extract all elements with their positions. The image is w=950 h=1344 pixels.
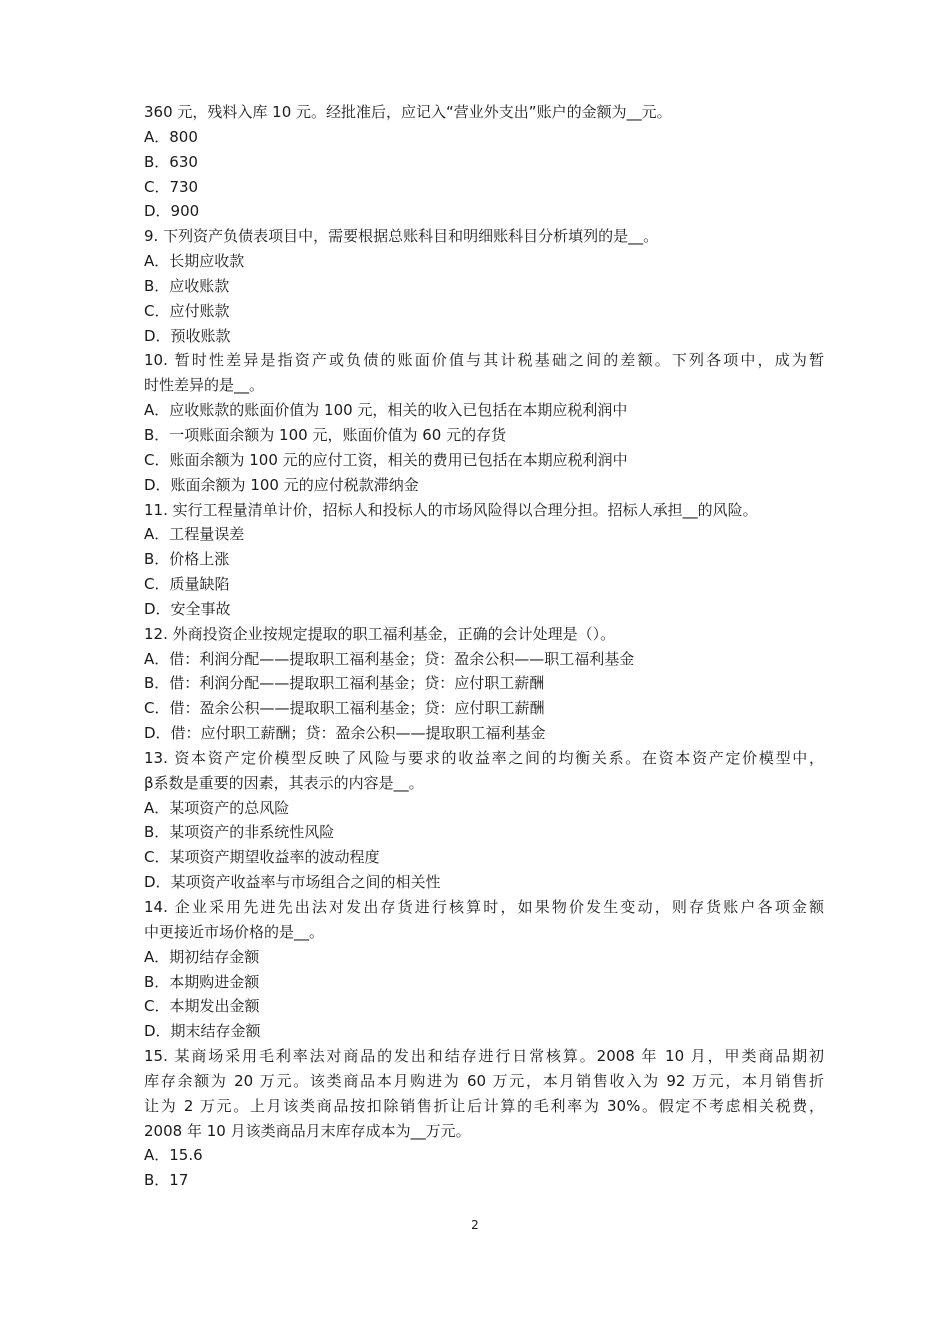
answer-option: D．900 bbox=[144, 202, 200, 221]
question-text: 让为 2 万元。上月该类商品按扣除销售折让后计算的毛利率为 30%。假定不考虑相关税费， bbox=[144, 1096, 824, 1115]
answer-option: C．账面余额为 100 元的应付工资，相关的费用已包括在本期应税利润中 bbox=[144, 450, 628, 469]
question-text: 中更接近市场价格的是__。 bbox=[144, 922, 325, 941]
question-text: 15. 某商场采用毛利率法对商品的发出和结存进行日常核算。2008 年 10 月，甲类商品期初 bbox=[144, 1047, 824, 1066]
page-content bbox=[144, 100, 824, 1193]
answer-option: D．借：应付职工薪酬；贷：盈余公积——提取职工福利基金 bbox=[144, 724, 546, 743]
answer-option: D．期末结存金额 bbox=[144, 1022, 261, 1041]
question-text: 9. 下列资产负债表项目中，需要根据总账科目和明细账科目分析填列的是__。 bbox=[144, 227, 659, 246]
answer-option: B．一项账面余额为 100 元，账面价值为 60 元的存货 bbox=[144, 425, 507, 444]
question-text: 10. 暂时性差异是指资产或负债的账面价值与其计税基础之间的差额。下列各项中，成为暂 bbox=[144, 351, 824, 370]
answer-option: B．应收账款 bbox=[144, 276, 230, 295]
answer-option: C．某项资产期望收益率的波动程度 bbox=[144, 848, 380, 867]
question-text: 时性差异的是__。 bbox=[144, 376, 265, 395]
answer-option: A．借：利润分配——提取职工福利基金；贷：盈余公积——职工福利基金 bbox=[144, 649, 635, 668]
question-text: 14. 企业采用先进先出法对发出存货进行核算时，如果物价发生变动，则存货账户各项金额 bbox=[144, 898, 824, 916]
answer-option: B．17 bbox=[144, 1171, 189, 1190]
answer-option: B．某项资产的非系统性风险 bbox=[144, 823, 335, 842]
answer-option: B．本期购进金额 bbox=[144, 972, 260, 991]
question-text: 11. 实行工程量清单计价，招标人和投标人的市场风险得以合理分担。招标人承担__的风险。 bbox=[144, 500, 758, 519]
answer-option: A．15.6 bbox=[144, 1146, 203, 1165]
answer-option: D．安全事故 bbox=[144, 599, 231, 618]
answer-option: A．某项资产的总风险 bbox=[144, 798, 290, 817]
answer-option: D．账面余额为 100 元的应付税款滞纳金 bbox=[144, 475, 419, 494]
answer-option: D．预收账款 bbox=[144, 326, 231, 345]
answer-option: B．价格上涨 bbox=[144, 550, 230, 569]
question-text: 13. 资本资产定价模型反映了风险与要求的收益率之间的均衡关系。在资本资产定价模型中， bbox=[144, 748, 824, 767]
answer-option: C．本期发出金额 bbox=[144, 997, 260, 1016]
page-number: 2 bbox=[471, 1218, 479, 1232]
answer-option: C．质量缺陷 bbox=[144, 575, 230, 594]
answer-option: A．期初结存金额 bbox=[144, 947, 260, 966]
question-text: 库存余额为 20 万元。该类商品本月购进为 60 万元，本月销售收入为 92 万元，本月销售折 bbox=[144, 1071, 824, 1090]
answer-option: C．借：盈余公积——提取职工福利基金；贷：应付职工薪酬 bbox=[144, 699, 545, 718]
answer-option: D．某项资产收益率与市场组合之间的相关性 bbox=[144, 873, 441, 892]
answer-option: C．应付账款 bbox=[144, 301, 230, 320]
question-text: 12. 外商投资企业按规定提取的职工福利基金，正确的会计处理是（）。 bbox=[144, 624, 616, 643]
question-text: 360 元，残料入库 10 元。经批准后，应记入“营业外支出”账户的金额为__元。 bbox=[144, 103, 672, 121]
question-text: β系数是重要的因素，其表示的内容是__。 bbox=[144, 773, 424, 792]
answer-option: B．借：利润分配——提取职工福利基金；贷：应付职工薪酬 bbox=[144, 674, 545, 693]
answer-option: C．730 bbox=[144, 177, 199, 196]
question-text: 2008 年 10 月该类商品月末库存成本为__万元。 bbox=[144, 1121, 471, 1140]
answer-option: B．630 bbox=[144, 152, 198, 171]
answer-option: A．长期应收款 bbox=[144, 252, 245, 271]
answer-option: A．应收账款的账面价值为 100 元，相关的收入已包括在本期应税利润中 bbox=[144, 401, 628, 420]
answer-option: A．800 bbox=[144, 127, 198, 146]
answer-option: A．工程量误差 bbox=[144, 525, 245, 544]
